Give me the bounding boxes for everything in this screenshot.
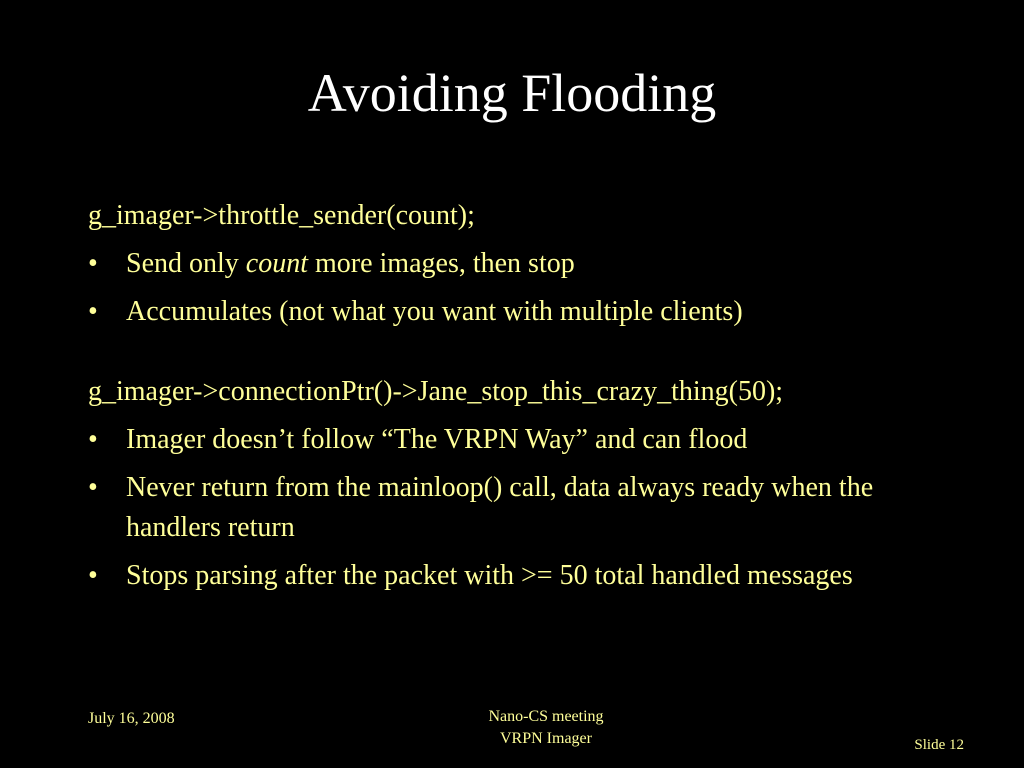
section-gap xyxy=(88,332,968,372)
footer-slide-number: Slide 12 xyxy=(914,737,964,753)
footer-center xyxy=(446,706,646,750)
footer-topic: VRPN Imager xyxy=(500,730,592,747)
slide-body xyxy=(88,196,968,596)
bullet-list-throttle xyxy=(88,244,968,332)
code-line-connection-ptr: g_imager->connectionPtr()->Jane_stop_this_crazy_thing(50); xyxy=(88,376,784,407)
slide-title: Avoiding Flooding xyxy=(307,63,717,123)
bullet-text-after: more images, then stop xyxy=(308,248,575,279)
bullet-send-only-count xyxy=(88,244,968,284)
code-line-throttle-sender: g_imager->throttle_sender(count); xyxy=(88,200,475,231)
bullet-never-return: • Never return from the mainloop() call, data always ready when the handlers return xyxy=(88,468,968,548)
footer-date: July 16, 2008 xyxy=(88,710,175,727)
bullet-text-before: Send only xyxy=(126,248,246,279)
bullet-accumulates: • Accumulates (not what you want with multiple clients) xyxy=(88,292,968,332)
bullet-stops-parsing: • Stops parsing after the packet with >= 50 total handled messages xyxy=(88,556,968,596)
footer-meeting: Nano-CS meeting xyxy=(488,708,604,725)
bullet-list-connection xyxy=(88,420,968,596)
bullet-text-emphasis: count xyxy=(245,248,308,279)
bullet-imager-flood: • Imager doesn’t follow “The VRPN Way” and can flood xyxy=(88,420,968,460)
